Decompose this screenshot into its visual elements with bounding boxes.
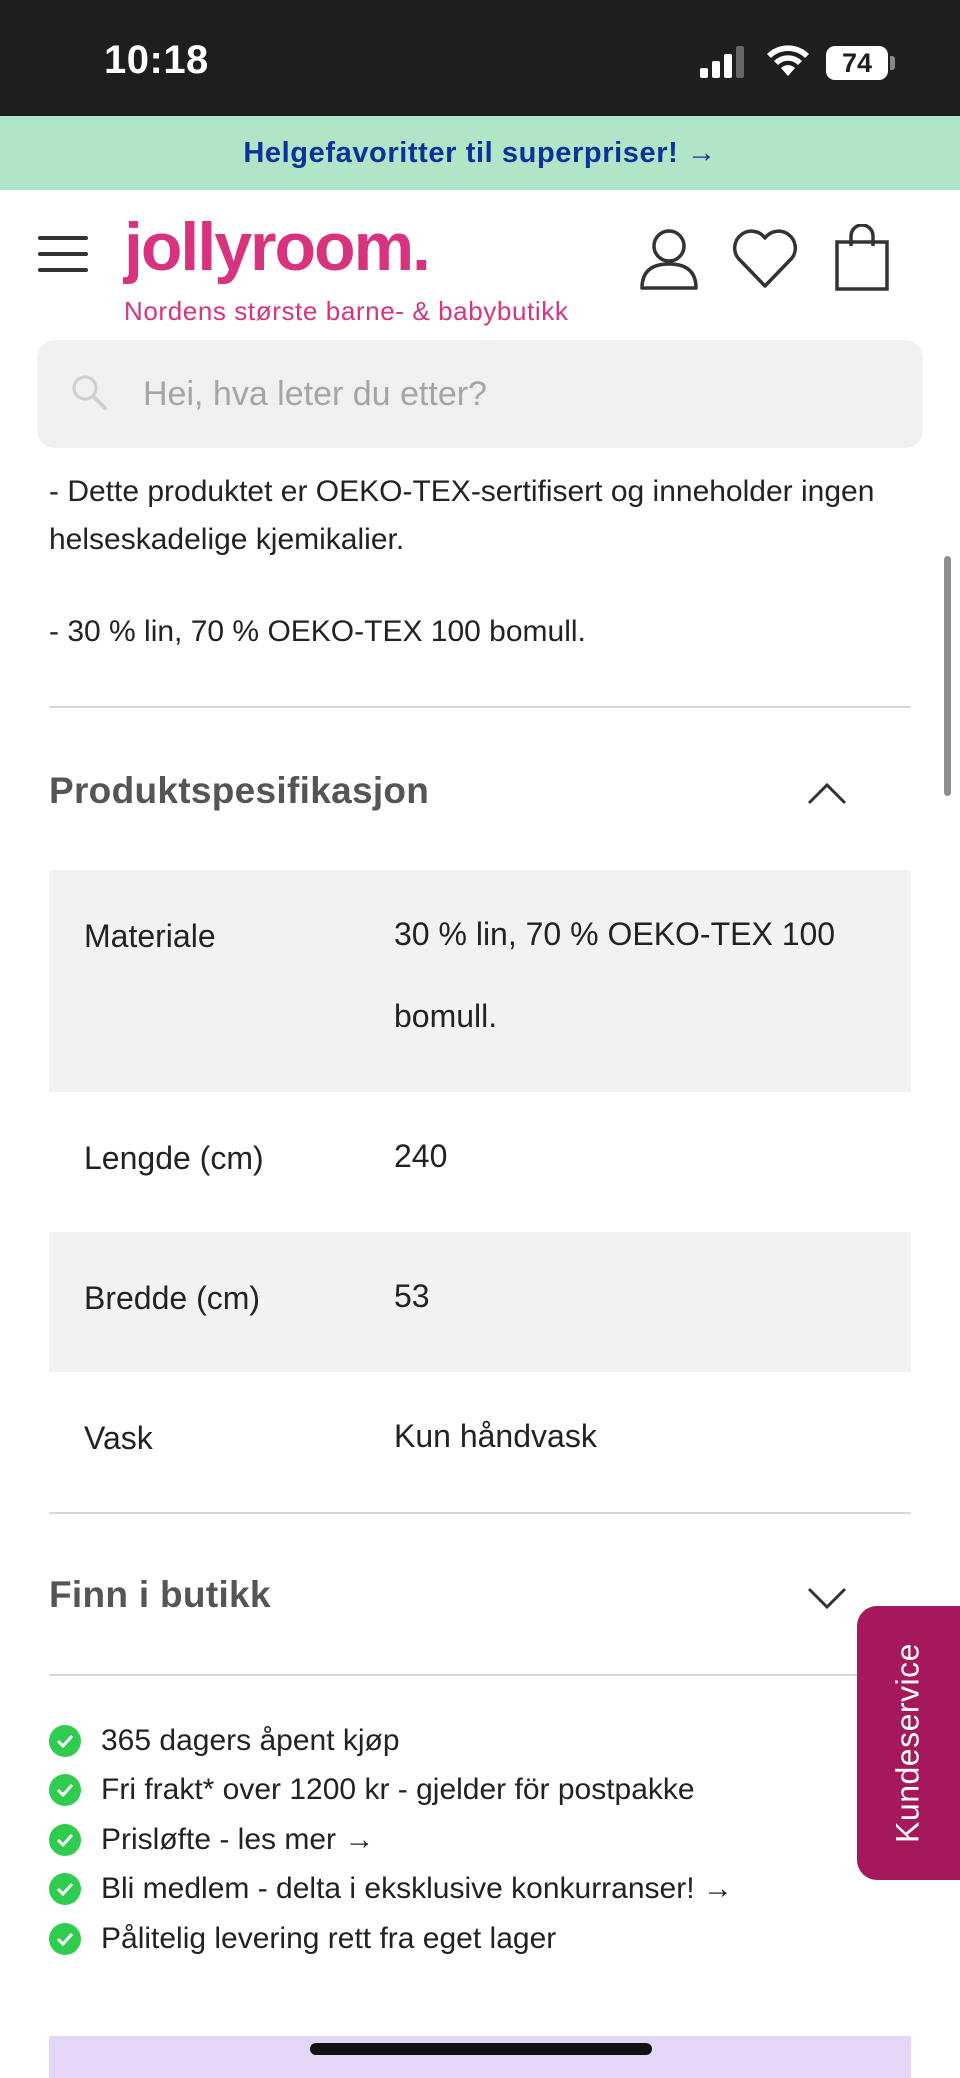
check-icon [49, 1725, 81, 1757]
heart-icon[interactable] [730, 228, 800, 290]
benefit-item [49, 1766, 733, 1816]
shopping-bag-icon[interactable] [834, 224, 890, 292]
spec-key: Vask [84, 1420, 153, 1456]
divider [49, 1512, 911, 1514]
description-material: - 30 % lin, 70 % OEKO-TEX 100 bomull. [49, 615, 586, 648]
spec-key: Materiale [84, 918, 216, 954]
spec-table [49, 870, 911, 1512]
battery-icon: 74 [826, 46, 888, 80]
check-icon [49, 1824, 81, 1856]
find-in-store-title[interactable]: Finn i butikk [49, 1574, 271, 1615]
spec-row-width [49, 1232, 911, 1372]
spec-value: 53 [394, 1278, 430, 1314]
check-icon [49, 1923, 81, 1955]
description-oeko-tex: - Dette produktet er OEKO-TEX-sertifisert og inneholder ingen helseskadelige kjemikalier. [49, 475, 875, 556]
spec-section-title[interactable]: Produktspesifikasjon [49, 770, 430, 811]
site-header [0, 190, 960, 340]
site-tagline: Nordens største barne- & babybutikk [124, 296, 569, 326]
spec-key: Bredde (cm) [84, 1280, 261, 1316]
chevron-up-icon[interactable] [806, 776, 848, 810]
benefit-text: 365 dagers åpent kjøp [101, 1723, 400, 1757]
spec-value: 240 [394, 1138, 448, 1174]
status-time: 10:18 [104, 38, 209, 82]
spec-row-length [49, 1092, 911, 1232]
benefit-item [49, 1914, 733, 1964]
customer-service-label[interactable]: Kundeservice [889, 1643, 926, 1843]
divider [49, 706, 911, 708]
benefit-text: Pålitelig levering rett fra eget lager [101, 1921, 557, 1955]
benefit-link-price-promise[interactable]: Prisløfte - les mer → [101, 1822, 375, 1856]
benefits-list [49, 1716, 733, 1964]
scrollbar[interactable] [944, 556, 951, 796]
account-icon[interactable] [636, 226, 702, 292]
spec-value: Kun håndvask [394, 1418, 597, 1454]
benefit-link-membership[interactable]: Bli medlem - delta i eksklusive konkurranser! → [101, 1872, 733, 1906]
divider [49, 1674, 911, 1676]
search-icon [69, 372, 109, 412]
home-indicator[interactable] [310, 2043, 652, 2055]
check-icon [49, 1873, 81, 1905]
spec-key: Lengde (cm) [84, 1140, 264, 1176]
wifi-icon [766, 44, 810, 78]
benefit-item[interactable] [49, 1865, 733, 1915]
search-bar[interactable] [37, 340, 923, 448]
cellular-signal-icon [700, 46, 746, 78]
chevron-down-icon[interactable] [806, 1582, 848, 1616]
hamburger-menu-icon[interactable] [38, 236, 88, 272]
spec-row-wash [49, 1372, 911, 1512]
promo-banner[interactable] [0, 116, 960, 190]
benefit-text: Fri frakt* over 1200 kr - gjelder för postpakke [101, 1773, 695, 1807]
promo-text[interactable]: Helgefavoritter til superpriser! → [243, 136, 717, 169]
customer-service-tab[interactable] [857, 1606, 960, 1880]
site-logo[interactable]: jollyroom. [124, 209, 429, 285]
benefit-item [49, 1716, 733, 1766]
benefit-item[interactable] [49, 1815, 733, 1865]
spec-row-material [49, 870, 911, 1092]
status-bar [0, 0, 960, 116]
search-input[interactable] [143, 340, 883, 448]
battery-tip [890, 56, 895, 70]
spec-value: 30 % lin, 70 % OEKO-TEX 100 bomull. [394, 916, 836, 1034]
check-icon [49, 1774, 81, 1806]
